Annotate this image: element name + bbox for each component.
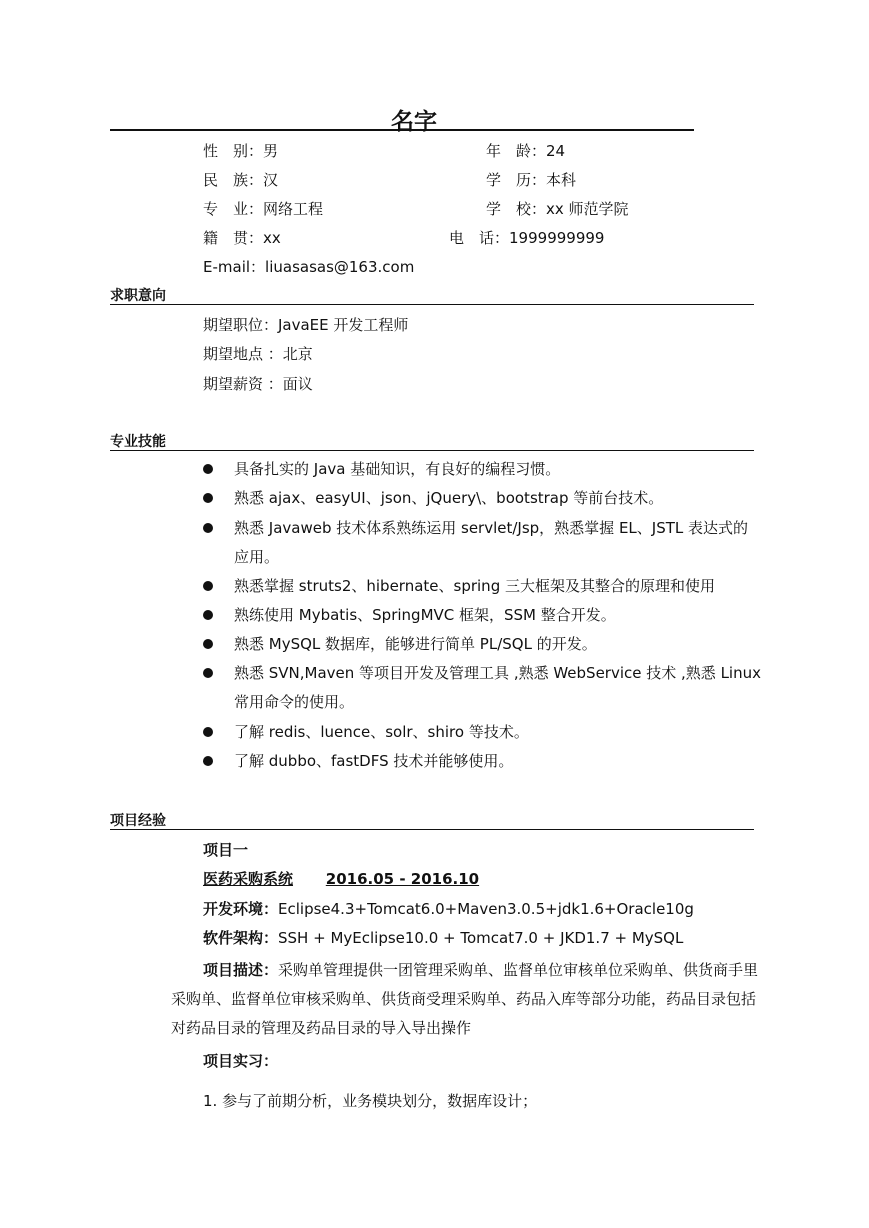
- bullet-icon: [203, 668, 213, 678]
- major-row: [203, 198, 323, 219]
- project-title-row: [203, 868, 479, 889]
- title-divider: [110, 129, 694, 131]
- dev-env-row: [203, 898, 694, 919]
- education-value: 本科: [546, 171, 577, 189]
- school-label: 学 校：: [486, 200, 547, 218]
- origin-label: 籍 贯：: [203, 229, 264, 247]
- bullet-icon: [203, 610, 213, 620]
- skill-item: 熟悉 ajax、easyUI、json、jQuery\、bootstrap 等前台技术。: [203, 484, 763, 513]
- school-value: xx 师范学院: [546, 200, 629, 218]
- origin-value: xx: [263, 229, 281, 247]
- age-row: [486, 140, 565, 161]
- ethnicity-label: 民 族：: [203, 171, 264, 189]
- major-value: 网络工程: [263, 200, 324, 218]
- ethnicity-value: 汉: [263, 171, 279, 189]
- description-text: 采购单管理提供一团管理采购单、监督单位审核单位采购单、供货商手里采购单、监督单位审核采购单、供货商受理采购单、药品入库等部分功能，药品目录包括对药品目录的管理及药品目录的导入导出操作: [171, 961, 759, 1037]
- bullet-icon: [203, 581, 213, 591]
- bullet-icon: [203, 523, 213, 533]
- phone-row: [449, 227, 604, 248]
- email-row: [203, 256, 414, 277]
- age-label: 年 龄：: [486, 142, 547, 160]
- school-row: [486, 198, 629, 219]
- architecture-row: [203, 927, 683, 948]
- project-period: 2016.05 - 2016.10: [325, 870, 480, 888]
- resume-name: 名字: [391, 109, 437, 135]
- email-value[interactable]: liuasasas@163.com: [265, 258, 415, 276]
- skill-item: 了解 dubbo、fastDFS 技术并能够使用。: [203, 747, 763, 776]
- ethnicity-row: [203, 169, 278, 190]
- skills-heading-text: 专业技能: [110, 434, 166, 450]
- architecture-value: SSH + MyEclipse10.0 + Tomcat7.0 + JKD1.7 + MySQL: [278, 929, 684, 947]
- gender-label: 性 别：: [203, 142, 264, 160]
- phone-label: 电 话：: [449, 229, 510, 247]
- major-label: 专 业：: [203, 200, 264, 218]
- architecture-label: 软件架构：: [203, 929, 279, 947]
- project-name: 医药采购系统: [203, 870, 294, 888]
- intent-section-heading: [110, 284, 754, 305]
- bullet-icon: [203, 756, 213, 766]
- skill-item: 熟练使用 Mybatis、SpringMVC 框架，SSM 整合开发。: [203, 601, 763, 630]
- skill-item: 熟悉 MySQL 数据库，能够进行简单 PL/SQL 的开发。: [203, 630, 763, 659]
- description-label: 项目描述：: [203, 961, 279, 979]
- expected-salary: 期望薪资 ：面议: [203, 375, 313, 393]
- skill-item: 了解 redis、luence、solr、shiro 等技术。: [203, 718, 763, 747]
- project-description: [171, 956, 761, 1043]
- skills-section-heading: [110, 430, 754, 451]
- dev-env-value: Eclipse4.3+Tomcat6.0+Maven3.0.5+jdk1.6+Oracle10g: [278, 900, 694, 918]
- intent-heading-text: 求职意向: [110, 288, 166, 304]
- bullet-icon: [203, 464, 213, 474]
- projects-section-heading: [110, 809, 754, 830]
- gender-value: 男: [263, 142, 279, 160]
- bullet-icon: [203, 493, 213, 503]
- phone-value: 1999999999: [509, 229, 605, 247]
- projects-heading-text: 项目经验: [110, 813, 166, 829]
- bullet-icon: [203, 727, 213, 737]
- practice-item: 1. 参与了前期分析，业务模块划分，数据库设计；: [203, 1092, 538, 1110]
- education-label: 学 历：: [486, 171, 547, 189]
- age-value: 24: [546, 142, 566, 160]
- bullet-icon: [203, 639, 213, 649]
- expected-position: 期望职位：JavaEE 开发工程师: [203, 316, 409, 334]
- practice-label: 项目实习：: [203, 1052, 279, 1070]
- skill-item: 熟悉掌握 struts2、hibernate、spring 三大框架及其整合的原理和使用: [203, 572, 763, 601]
- origin-row: [203, 227, 281, 248]
- project-label: 项目一: [203, 841, 249, 859]
- skill-item: 熟悉 Javaweb 技术体系熟练运用 servlet/Jsp，熟悉掌握 EL、JSTL 表达式的应用。: [203, 514, 763, 572]
- education-row: [486, 169, 576, 190]
- skill-item: 熟悉 SVN,Maven 等项目开发及管理工具 ,熟悉 WebService 技术 ,熟悉 Linux 常用命令的使用。: [203, 659, 763, 717]
- gender-row: [203, 140, 278, 161]
- dev-env-label: 开发环境：: [203, 900, 279, 918]
- email-label: E-mail：: [203, 258, 266, 276]
- expected-location: 期望地点 ：北京: [203, 345, 313, 363]
- skill-item: 具备扎实的 Java 基础知识，有良好的编程习惯。: [203, 455, 763, 484]
